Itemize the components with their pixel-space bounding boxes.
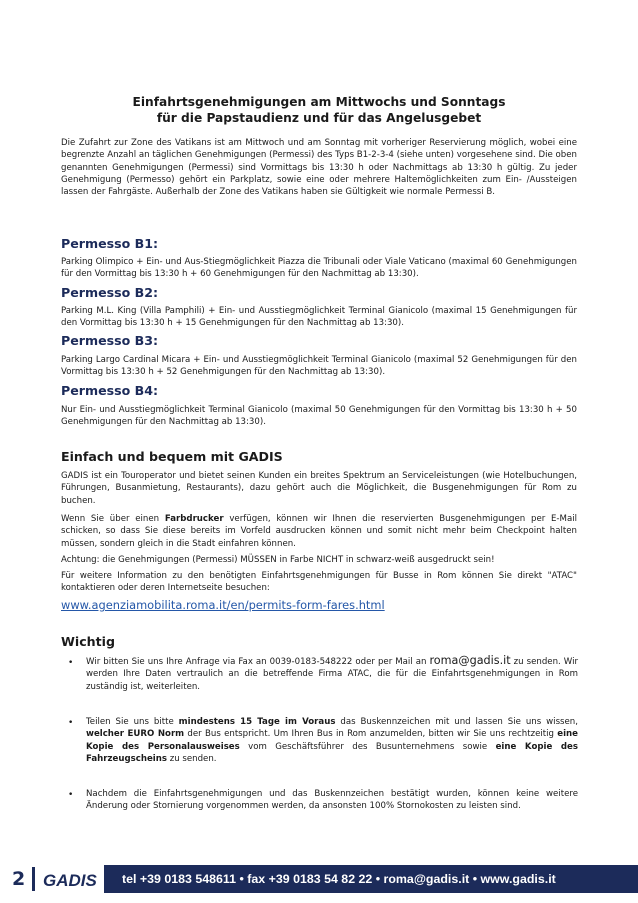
permit-b3-text: Parking Largo Cardinal Micara + Ein- und Ausstiegmöglichkeit Terminal Gianicolo (maximal 52 Genehmigungen für den Vormittag bis 13:30 h + 52 Genehmigungen für den Nachmittag ab 13:30).: [61, 355, 577, 378]
wichtig-item-2-part: vom Geschäftsführer des Busunternehmens sowie: [239, 741, 496, 752]
wichtig-item-1-start: Wir bitten Sie uns Ihre Anfrage via Fax an 0039-0183-548222 oder per Mail an: [86, 657, 430, 667]
permit-b3-heading: Permesso B3:: [61, 333, 159, 348]
gadis-paragraph-4: Für weitere Information zu den benötigten Einfahrtsgenehmigungen für Busse in Rom können Sie direkt "ATAC" kontaktieren oder deren Internetseite besuchen:: [61, 571, 577, 594]
wichtig-heading: Wichtig: [61, 634, 115, 649]
bullet-icon: •: [68, 658, 74, 668]
wichtig-item-2-part: der Bus entspricht. Um Ihren Bus in Rom anzumelden, bitten wir Sie uns rechtzeitig: [184, 729, 558, 740]
page-number: 2: [12, 868, 26, 890]
gadis-paragraph-2-start: Wenn Sie über einen: [61, 514, 165, 524]
wichtig-item-3: Nachdem die Einfahrtsgenehmigungen und das Buskennzeichen bestätigt wurden, können keine weitere Änderung oder Stornierung vorgenommen werden, da ansonsten 100% Stornokosten zu leisten sind.: [86, 789, 578, 812]
wichtig-item-2-part: Teilen Sie uns bitte: [86, 717, 179, 727]
wichtig-item-2-part: das Buskennzeichen mit und lassen Sie uns wissen,: [335, 717, 578, 727]
footer-contact-text: tel +39 0183 548611 • fax +39 0183 54 82 22 • roma@gadis.it • www.gadis.it: [122, 872, 556, 886]
bullet-icon: •: [68, 790, 74, 800]
gadis-logo-text: GADIS: [43, 871, 97, 890]
footer-divider: [32, 867, 35, 891]
intro-paragraph: Die Zufahrt zur Zone des Vatikans ist am Mittwoch und am Sonntag mit vorheriger Reservierung möglich, wobei eine begrenzte Anzahl an täglichen Genehmigungen (Permessi) des Typs B1-2-3-4 (siehe unten) vorgesehene sind. Die oben genannten Genehmigungen (Permessi) sind Vormittags bis 13:30 h oder Nachmittags ab 13:30 h gültig. Zu jeder Genehmigung (Permesso) gehört ein Parkplatz, sowie eine oder mehrere Haltemöglichkeiten zum Ein- /Aussteigen lassen der Fahrgäste. Außerhalb der Zone des Vatikans haben sie Gültigkeit wie normale Permessi B.: [61, 138, 577, 198]
id-copy-emphasis: eine Kopie des Personalausweises: [86, 729, 578, 752]
permit-b1-heading: Permesso B1:: [61, 236, 159, 251]
bullet-icon: •: [68, 718, 74, 728]
wichtig-item-2: [86, 716, 578, 765]
gadis-warning: Achtung: die Genehmigungen (Permessi) MÜSSEN in Farbe NICHT in schwarz-weiß ausgedruckt sein!: [61, 555, 495, 565]
wichtig-item-2-part: zu senden.: [166, 753, 217, 764]
permit-b2-heading: Permesso B2:: [61, 285, 159, 300]
title-line-1: Einfahrtsgenehmigungen am Mittwochs und Sonntags: [132, 95, 506, 109]
gadis-heading: Einfach und bequem mit GADIS: [61, 449, 283, 464]
title-line-2: für die Papstaudienz und für das Angelusgebet: [156, 111, 482, 125]
gadis-paragraph-2: [61, 513, 577, 550]
permit-b4-heading: Permesso B4:: [61, 383, 159, 398]
registration-copy-emphasis: eine Kopie des Fahrzeugscheins: [86, 741, 579, 764]
wichtig-item-1-end: zu senden. Wir werden Ihre Daten vertraulich an die betreffende Firma ATAC, die für die Einfahrtsgenehmigungen in Rom zuständig ist, weiterleiten.: [86, 657, 579, 692]
permit-b1-text: Parking Olimpico + Ein- und Aus-Stiegmöglichkeit Piazza die Tribunali oder Viale Vaticano (maximal 60 Genehmigungen für den Vormittag bis 13:30 h + 60 Genehmigungen für den Nachmittag ab 13:30).: [61, 257, 577, 280]
gadis-paragraph-2-end: verfügen, können wir Ihnen die reservierten Busgenehmigungen per E-Mail schicken, so dass Sie diese bereits im Vorfeld ausdrucken können und somit nicht mehr beim Checkpoint halten müssen, sondern gleich in die Stadt einfahren können.: [61, 514, 577, 549]
atac-link[interactable]: www.agenziamobilita.roma.it/en/permits-form-fares.html: [61, 598, 385, 612]
wichtig-item-1: [86, 655, 578, 693]
euro-norm-emphasis: welcher EURO Norm: [86, 729, 185, 740]
email-link[interactable]: roma@gadis.it: [429, 654, 511, 667]
permit-b4-text: Nur Ein- und Ausstiegmöglichkeit Terminal Gianicolo (maximal 50 Genehmigungen für den Vormittag bis 13:30 h + 50 Genehmigungen für den Nachmittag ab 13:30).: [61, 405, 577, 428]
farbdrucker-emphasis: Farbdrucker: [164, 514, 224, 524]
gadis-paragraph-1: GADIS ist ein Touroperator und bietet seinen Kunden ein breites Spektrum an Serviceleistungen (wie Hotelbuchungen, Führungen, Busanmietung, Restaurants), dazu gehört auch die Möglichkeit, die Busgenehmigungen für Rom zu buchen.: [61, 471, 577, 506]
gadis-logo-icon: [42, 867, 102, 891]
deadline-emphasis: mindestens 15 Tage im Voraus: [178, 717, 336, 727]
permit-b2-text: Parking M.L. King (Villa Pamphili) + Ein- und Ausstiegmöglichkeit Terminal Gianicolo (maximal 15 Genehmigungen für den Vormittag bis 13:30 h + 15 Genehmigungen für den Nachmittag ab 13:30).: [61, 306, 577, 329]
